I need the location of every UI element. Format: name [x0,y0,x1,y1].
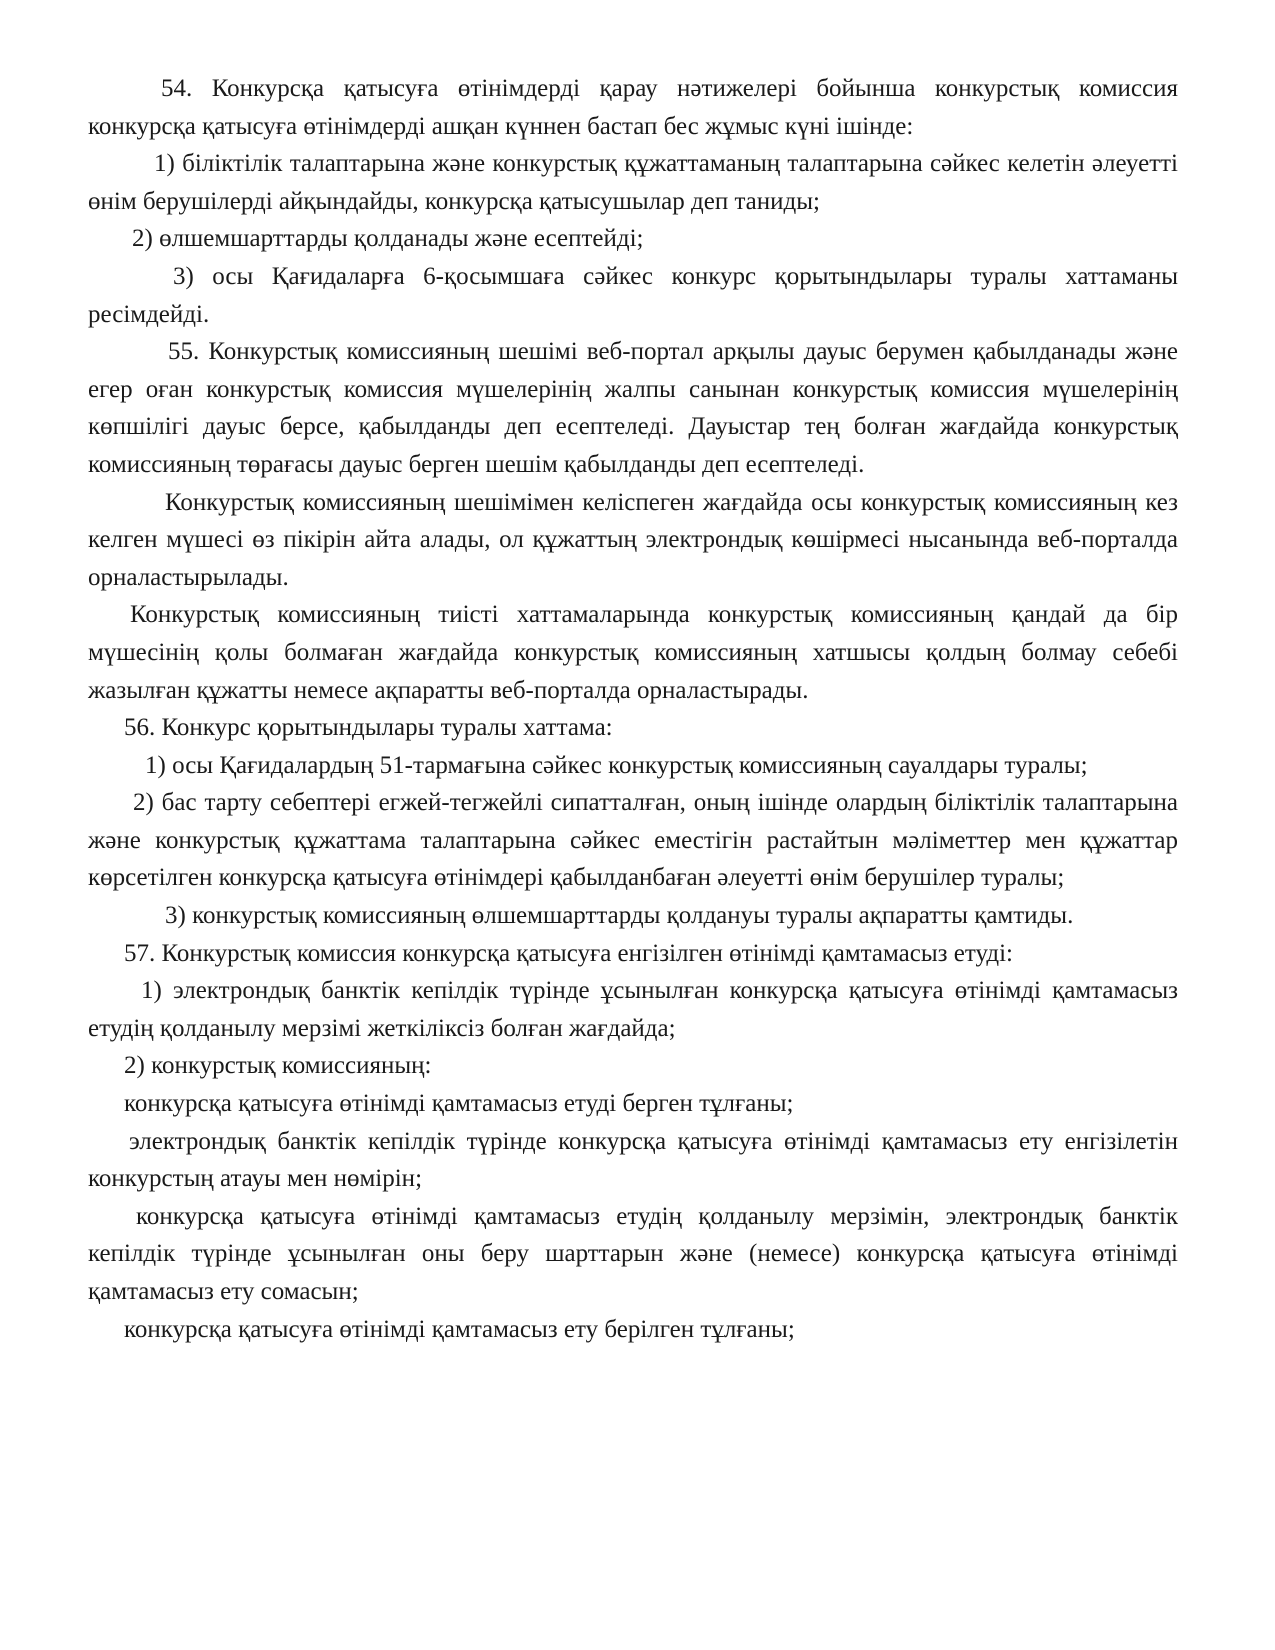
paragraph-56-item-2: 2) бас тарту себептері егжей-тегжейлі сипатталған, оның ішінде олардың біліктілік талаптарына және конкурстық құжаттама талаптарына сәйкес еместігін растайтын мәліметтер мен құжаттар көрсетілген конкурсқа қатысуға өтінімдері қабылданбаған әлеуетті өнім берушілер туралы; [88,789,1178,892]
paragraph-56: 56. Конкурс қорытындылары туралы хаттама: [124,714,613,742]
document-page [88,70,1178,1348]
paragraph-55-signature: Конкурстық комиссияның тиісті хаттамаларында конкурстық комиссияның қандай да бір мүшесінің қолы болмаған жағдайда конкурстық комиссияның хатшысы қолдың болмау себебі жазылған құжатты немесе ақпаратты веб-порталда орналастырады. [88,601,1178,704]
paragraph-57-subitem-c: конкурсқа қатысуға өтінімді қамтамасыз етудің қолданылу мерзімін, электрондық банктік кепілдік түрінде ұсынылған оны беру шарттарын және (немесе) конкурсқа қатысуға өтінімді қамтамасыз ету сомасын; [88,1202,1178,1305]
paragraph-57-item-2: 2) конкурстық комиссияның: [124,1052,432,1080]
paragraph-54-item-3: 3) осы Қағидаларға 6-қосымшаға сәйкес конкурс қорытындылары туралы хаттаманы ресімдейді. [88,262,1178,328]
paragraph-54-item-1: 1) біліктілік талаптарына және конкурстық құжаттаманың талаптарына сәйкес келетін әлеуетті өнім берушілерді айқындайды, конкурсқа қатысушылар деп таниды; [88,150,1178,215]
paragraph-57-subitem-a: конкурсқа қатысуға өтінімді қамтамасыз етуді берген тұлғаны; [124,1090,794,1118]
paragraph-54-item-2: 2) өлшемшарттарды қолданады және есептейді; [132,225,644,253]
paragraph-56-item-1: 1) осы Қағидалардың 51-тармағына сәйкес конкурстық комиссияның сауалдары туралы; [145,751,1088,779]
paragraph-57: 57. Конкурстық комиссия конкурсқа қатысуға енгізілген өтінімді қамтамасыз етуді: [124,939,1013,967]
paragraph-57-item-1: 1) электрондық банктік кепілдік түрінде ұсынылған конкурсқа қатысуға өтінімді қамтамасыз етудің қолданылу мерзімі жеткіліксіз болған жағдайда; [88,977,1178,1042]
paragraph-57-subitem-d: конкурсқа қатысуға өтінімді қамтамасыз ету берілген тұлғаны; [124,1315,795,1343]
paragraph-54: 54. Конкурсқа қатысуға өтінімдерді қарау нәтижелері бойынша конкурстық комиссия конкурсқа қатысуға өтінімдерді ашқан күннен бастап бес жұмыс күні ішінде: [88,75,1178,140]
paragraph-55-dissent: Конкурстық комиссияның шешімімен келіспеген жағдайда осы конкурстық комиссияның кез келген мүшесі өз пікірін айта алады, ол құжаттың электрондық көшірмесі нысанында веб-порталда орналастырылады. [88,488,1178,591]
paragraph-57-subitem-b: электрондық банктік кепілдік түрінде конкурсқа қатысуға өтінімді қамтамасыз ету енгізілетін конкурстың атауы мен нөмірін; [88,1127,1178,1193]
paragraph-55: 55. Конкурстық комиссияның шешімі веб-портал арқылы дауыс берумен қабылданады және егер оған конкурстық комиссия мүшелерінің жалпы санынан конкурстық комиссия мүшелерінің көпшілігі дауыс берсе, қабылданды деп есептеледі. Дауыстар тең болған жағдайда конкурстық комиссияның төрағасы дауыс берген шешім қабылданды деп есептеледі. [88,338,1178,478]
paragraph-56-item-3: 3) конкурстық комиссияның өлшемшарттарды қолдануы туралы ақпаратты қамтиды. [165,902,1074,930]
